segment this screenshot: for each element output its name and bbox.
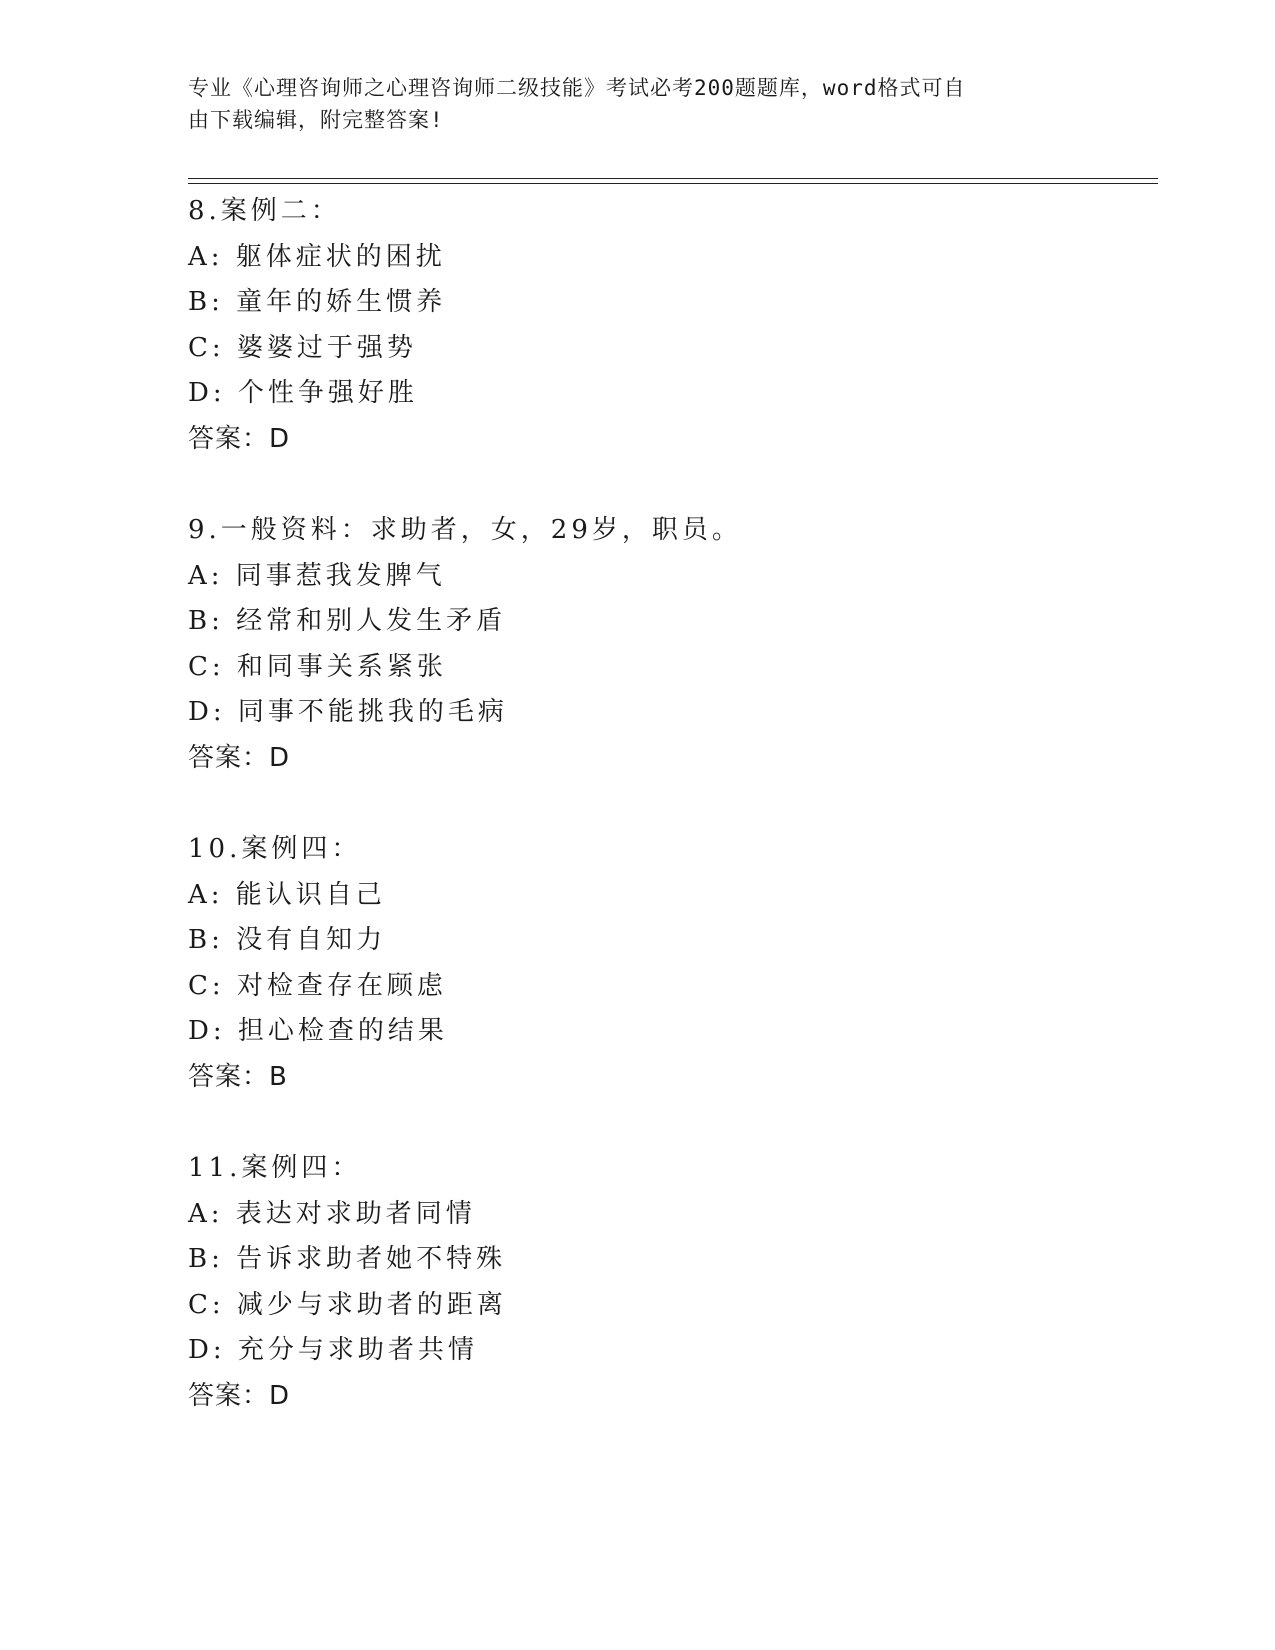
option-c: C: 和同事关系紧张: [188, 651, 447, 682]
option-b: B: 童年的娇生惯养: [188, 287, 447, 317]
option-a: A: 能认识自己: [188, 879, 386, 910]
option-b: B: 告诉求助者她不特殊: [188, 1244, 507, 1274]
option-b: B: 没有自知力: [188, 925, 387, 955]
option-d: D: 同事不能挑我的毛病: [188, 697, 508, 727]
question-stem: 10.案例四：: [188, 834, 362, 864]
option-b: B: 经常和别人发生矛盾: [188, 606, 507, 636]
document-header: [188, 72, 1068, 136]
option-d: D: 担心检查的结果: [188, 1016, 448, 1046]
header-divider-top: [188, 178, 1158, 179]
question-stem: 11.案例四：: [188, 1153, 362, 1183]
answer-label: 答案：D: [188, 423, 291, 454]
header-line-2: 由下载编辑，附完整答案!: [188, 108, 444, 132]
question-list: [188, 189, 1148, 1419]
header-line-1: 专业《心理咨询师之心理咨询师二级技能》考试必考200题题库，word格式可自: [188, 76, 966, 100]
option-d: D: 个性争强好胜: [188, 378, 418, 408]
option-a: A: 同事惹我发脾气: [188, 560, 446, 591]
question-item: [188, 508, 1148, 781]
question-item: [188, 1146, 1148, 1419]
option-c: C: 婆婆过于强势: [188, 332, 417, 363]
header-divider-bottom: [188, 183, 1158, 184]
option-d: D: 充分与求助者共情: [188, 1335, 478, 1365]
option-c: C: 对检查存在顾虑: [188, 970, 447, 1001]
option-a: A: 躯体症状的困扰: [188, 241, 446, 272]
question-item: [188, 827, 1148, 1100]
option-a: A: 表达对求助者同情: [188, 1198, 476, 1229]
answer-label: 答案：B: [188, 1061, 288, 1092]
question-stem: 9.一般资料：求助者，女，29岁，职员。: [188, 515, 742, 545]
answer-label: 答案：D: [188, 742, 291, 773]
question-stem: 8.案例二：: [188, 196, 341, 226]
answer-label: 答案：D: [188, 1380, 291, 1411]
option-c: C: 减少与求助者的距离: [188, 1289, 507, 1320]
question-item: [188, 189, 1148, 462]
